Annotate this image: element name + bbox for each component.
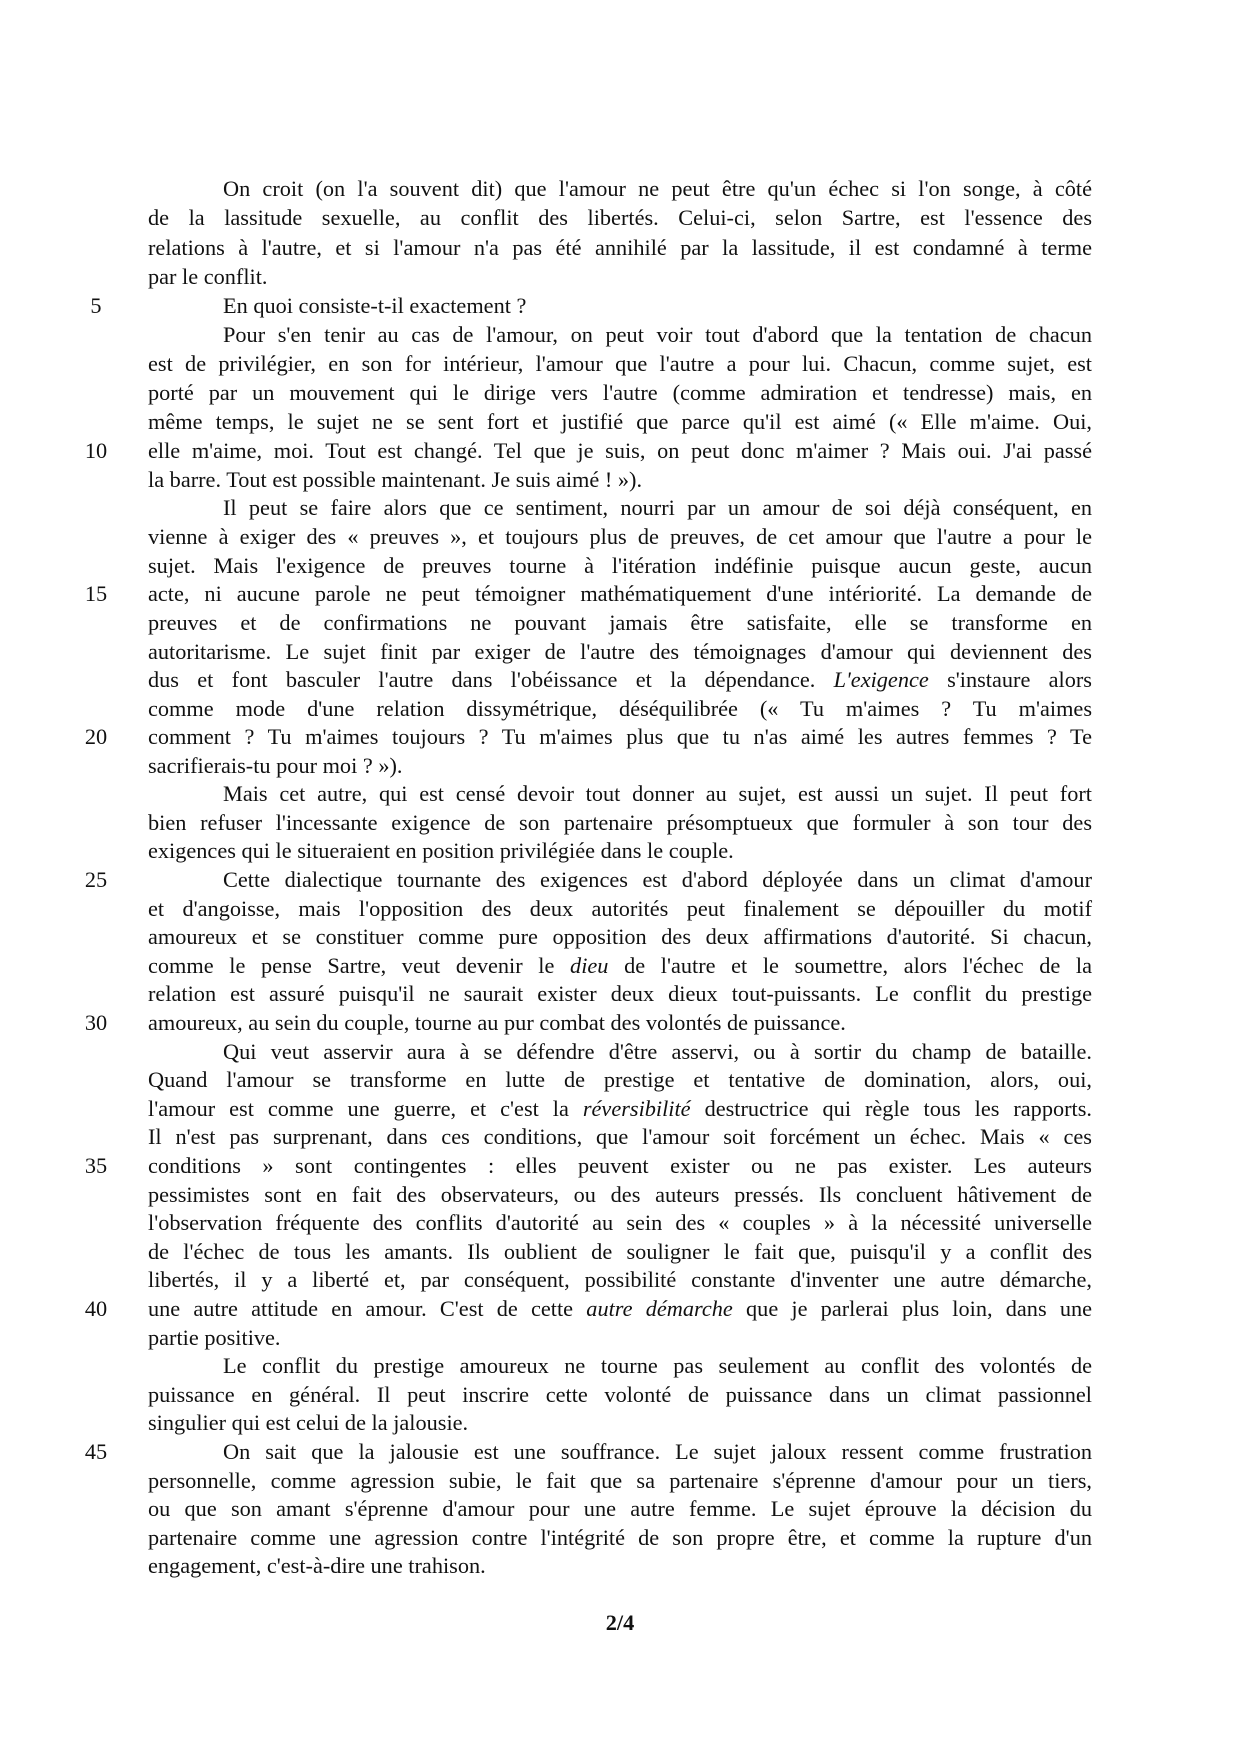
text-line: est de privilégier, en son for intérieur, l'amour que l'autre a pour lui. Chacun, comme sujet, est [148,351,1092,376]
text-line: autoritarisme. Le sujet finit par exiger de l'autre des témoignages d'amour qui deviennent des [148,639,1092,664]
text-line: Mais cet autre, qui est censé devoir tout donner au sujet, est aussi un sujet. Il peut fort [223,781,1092,806]
emphasis: réversibilité [582,1096,691,1121]
text-line: libertés, il y a liberté et, par conséquent, possibilité constante d'inventer une autre démarche, [148,1267,1092,1292]
text-line: par le conflit. [148,264,268,289]
text-segment: dus et font basculer l'autre dans l'obéissance et la dépendance. [148,667,816,692]
text-line: preuves et de confirmations ne pouvant jamais être satisfaite, elle se transforme en [148,610,1092,635]
text-segment: une autre attitude en amour. C'est de cette [148,1296,574,1321]
emphasis: dieu [570,953,609,978]
line-number: 35 [84,1153,108,1178]
text-line: relation est assuré puisqu'il ne saurait exister deux dieux tout-puissants. Le conflit du prestige [148,981,1092,1006]
line-number: 20 [84,724,108,749]
text-line: En quoi consiste-t-il exactement ? [223,293,527,318]
text-line: partie positive. [148,1325,281,1350]
line-number: 45 [84,1439,108,1464]
page-number: 2/4 [605,1610,635,1635]
text-line: même temps, le sujet ne se sent fort et justifié que parce qu'il est aimé (« Elle m'aime. Oui, [148,409,1092,434]
text-line: conditions » sont contingentes : elles peuvent exister ou ne pas exister. Les auteurs [148,1153,1092,1178]
text-line [148,1294,1092,1323]
text-line: Il peut se faire alors que ce sentiment, nourri par un amour de soi déjà conséquent, en [223,495,1092,520]
text-line: sacrifierais-tu pour moi ? »). [148,753,403,778]
text-line: vienne à exiger des « preuves », et toujours plus de preuves, de cet amour que l'autre a pour le [148,524,1092,549]
text-line: pessimistes sont en fait des observateurs, ou des auteurs pressés. Ils concluent hâtivement de [148,1182,1092,1207]
line-number: 10 [84,438,108,463]
text-line: de l'échec de tous les amants. Ils oublient de souligner le fait que, puisqu'il y a conflit des [148,1239,1092,1264]
text-line: amoureux et se constituer comme pure opposition des deux affirmations d'autorité. Si chacun, [148,924,1092,949]
text-line: elle m'aime, moi. Tout est changé. Tel que je suis, on peut donc m'aimer ? Mais oui. J'ai passé [148,438,1092,463]
text-line: Il n'est pas surprenant, dans ces conditions, que l'amour soit forcément un échec. Mais « ces [148,1124,1092,1149]
emphasis: L'exigence [833,667,929,692]
text-line: ou que son amant s'éprenne d'amour pour une autre femme. Le sujet éprouve la décision du [148,1496,1092,1521]
text-line: personnelle, comme agression subie, le fait que sa partenaire s'éprenne d'amour pour un tiers, [148,1468,1092,1493]
text-line: exigences qui le situeraient en position privilégiée dans le couple. [148,838,734,863]
text-line: partenaire comme une agression contre l'intégrité de son propre être, et comme la rupture d'un [148,1525,1092,1550]
line-number: 25 [84,867,108,892]
text-line: la barre. Tout est possible maintenant. Je suis aimé ! »). [148,467,643,492]
text-line: comme mode d'une relation dissymétrique, déséquilibrée (« Tu m'aimes ? Tu m'aimes [148,696,1092,721]
text-line: de la lassitude sexuelle, au conflit des libertés. Celui-ci, selon Sartre, est l'essence des [148,205,1092,230]
text-line: Cette dialectique tournante des exigences est d'abord déployée dans un climat d'amour [223,867,1092,892]
text-line: comment ? Tu m'aimes toujours ? Tu m'aimes plus que tu n'as aimé les autres femmes ? Te [148,724,1092,749]
text-line: acte, ni aucune parole ne peut témoigner mathématiquement d'une intériorité. La demande de [148,581,1092,606]
text-segment: destructrice qui règle tous les rapports. [704,1096,1092,1121]
emphasis: autre démarche [586,1296,733,1321]
text-line: sujet. Mais l'exigence de preuves tourne à l'itération indéfinie puisque aucun geste, aucun [148,553,1092,578]
text-segment: de l'autre et le soumettre, alors l'échec de la [624,953,1093,978]
text-line: On sait que la jalousie est une souffrance. Le sujet jaloux ressent comme frustration [223,1439,1092,1464]
text-line: On croit (on l'a souvent dit) que l'amour ne peut être qu'un échec si l'on songe, à côté [223,176,1092,201]
text-line: Pour s'en tenir au cas de l'amour, on peut voir tout d'abord que la tentation de chacun [223,322,1092,347]
text-segment: comme le pense Sartre, veut devenir le [148,953,555,978]
text-line: porté par un mouvement qui le dirige vers l'autre (comme admiration et tendresse) mais, en [148,380,1092,405]
text-line: puissance en général. Il peut inscrire cette volonté de puissance dans un climat passionnel [148,1382,1092,1407]
text-line: et d'angoisse, mais l'opposition des deux autorités peut finalement se dépouiller du motif [148,896,1092,921]
text-segment: que je parlerai plus loin, dans une [746,1296,1093,1321]
text-line: engagement, c'est-à-dire une trahison. [148,1553,486,1578]
text-line: l'observation fréquente des conflits d'autorité au sein des « couples » à la nécessité universelle [148,1210,1092,1235]
line-number: 40 [84,1296,108,1321]
text-line: Quand l'amour se transforme en lutte de prestige et tentative de domination, alors, oui, [148,1067,1092,1092]
text-line [148,951,1092,980]
text-line: bien refuser l'incessante exigence de son partenaire présomptueux que formuler à son tour des [148,810,1092,835]
text-line: amoureux, au sein du couple, tourne au pur combat des volontés de puissance. [148,1010,846,1035]
text-line: Le conflit du prestige amoureux ne tourne pas seulement au conflit des volontés de [223,1353,1092,1378]
text-line: Qui veut asservir aura à se défendre d'être asservi, ou à sortir du champ de bataille. [223,1039,1092,1064]
line-number: 30 [84,1010,108,1035]
text-line: singulier qui est celui de la jalousie. [148,1410,469,1435]
line-number: 15 [84,581,108,606]
text-line [148,1094,1092,1123]
line-number: 5 [90,293,102,318]
text-line: relations à l'autre, et si l'amour n'a pas été annihilé par la lassitude, il est condamné à terme [148,235,1092,260]
text-line [148,665,1092,694]
text-segment: l'amour est comme une guerre, et c'est la [148,1096,569,1121]
text-segment: s'instaure alors [947,667,1092,692]
